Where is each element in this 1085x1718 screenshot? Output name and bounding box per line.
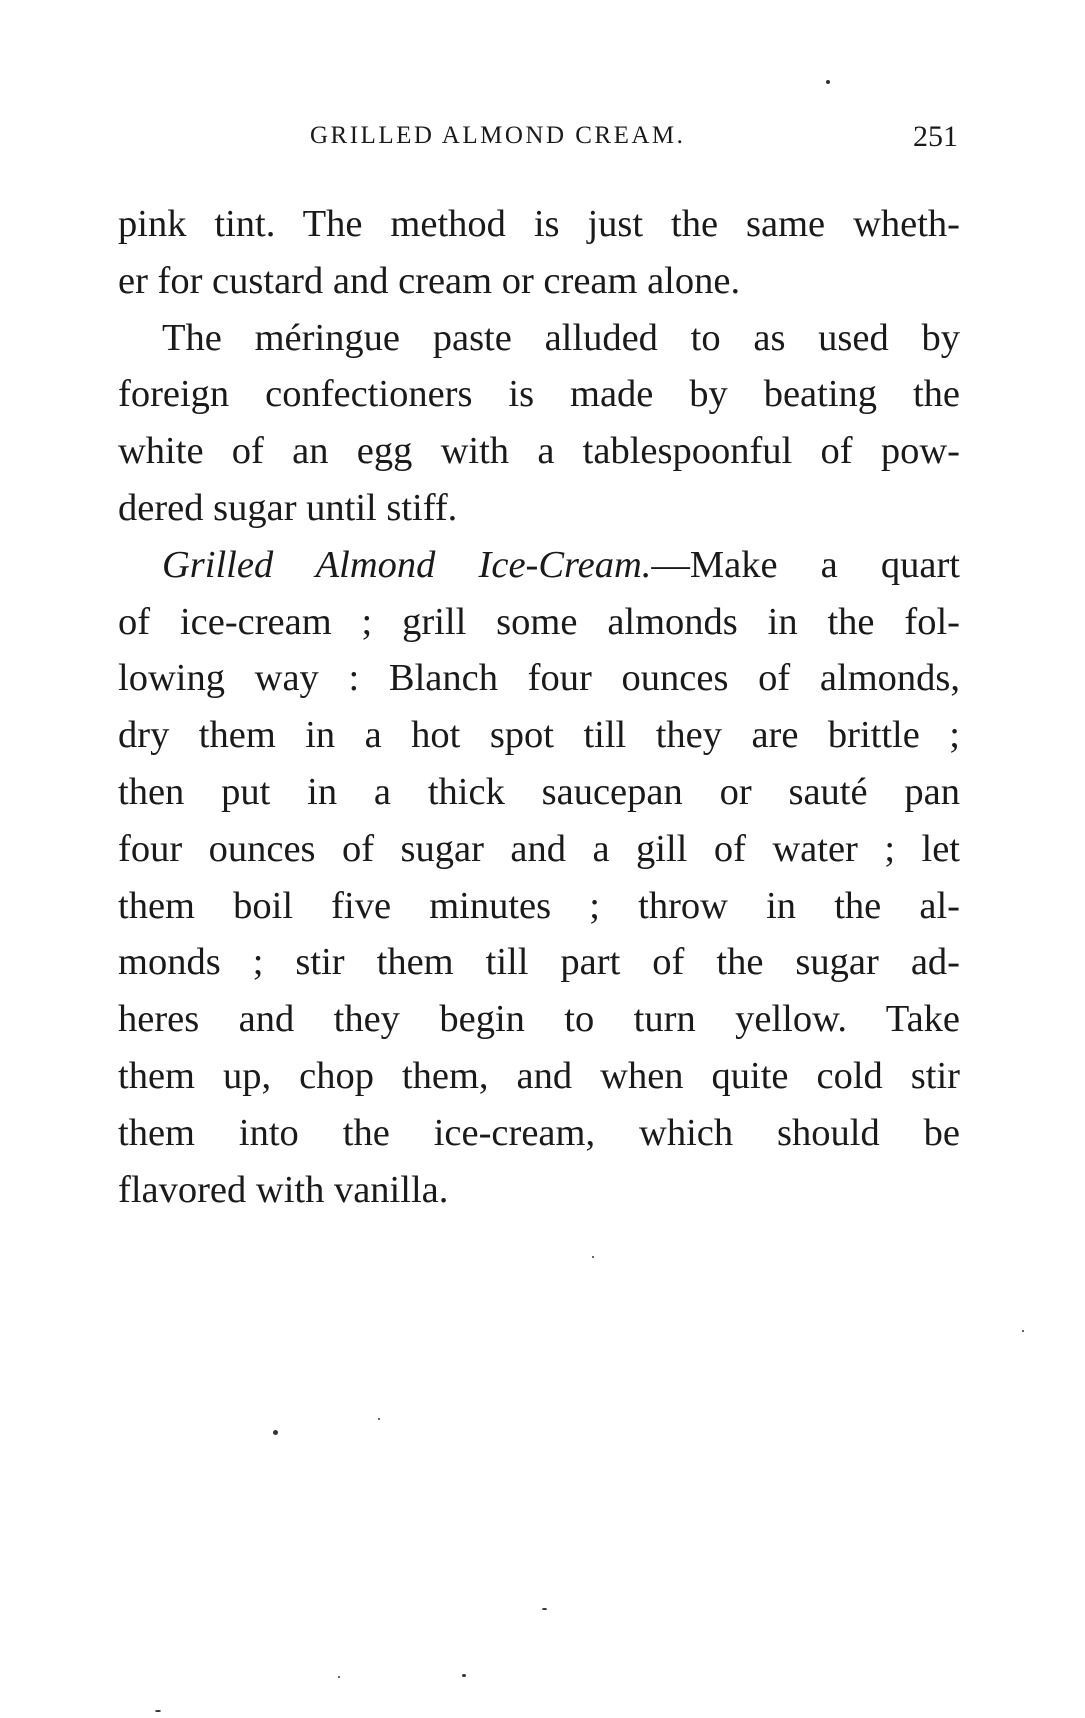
recipe-title: Grilled Almond Ice-Cream. [162, 543, 652, 586]
paragraph-1-line-1: pink tint. The method is just the same wheth- [118, 203, 960, 245]
paragraph-3-line-9: heres and they begin to turn yellow. Take [118, 998, 960, 1041]
scan-speck [338, 1676, 340, 1678]
paragraph-3-line-3: lowing way : Blanch four ounces of almonds, [118, 657, 960, 700]
paragraph-3-line-10: them up, chop them, and when quite cold stir [118, 1054, 960, 1097]
paragraph-3-line-4: dry them in a hot spot till they are brittle ; [118, 714, 960, 757]
paragraph-3-line-8: monds ; stir them till part of the sugar ad- [118, 941, 960, 984]
scan-speck [592, 1256, 594, 1258]
paragraph-3-line-7: them boil five minutes ; throw in the al- [118, 884, 960, 927]
recipe-intro: —Make a quart [651, 543, 960, 586]
paragraph-3-line-2: of ice-cream ; grill some almonds in the fol- [118, 600, 960, 643]
scan-speck [378, 1418, 380, 1420]
paragraph-3-line-5: then put in a thick saucepan or sauté pan [118, 770, 960, 813]
scan-speck [1022, 1330, 1024, 1332]
paragraph-3-line-1 [118, 537, 960, 594]
paragraph-2-line-3: white of an egg with a tablespoonful of pow- [118, 430, 960, 473]
paragraph-2-line-1: The méringue paste alluded to as used by [162, 316, 960, 359]
paragraph-2-line-2: foreign confectioners is made by beating the [118, 373, 960, 416]
paragraph-1-line-2: er for custard and cream or cream alone. [118, 259, 741, 302]
scan-speck [462, 1674, 466, 1677]
scan-speck [542, 1608, 547, 1610]
scan-speck [273, 1430, 278, 1435]
scan-speck [155, 1710, 161, 1712]
paragraph-2-line-4: dered sugar until stiff. [118, 486, 458, 529]
running-head [118, 122, 958, 162]
body-text [118, 196, 960, 1218]
page-number: 251 [913, 120, 958, 153]
paragraph-3-line-12: flavored with vanilla. [118, 1168, 449, 1211]
running-title: GRILLED ALMOND CREAM. [310, 122, 686, 149]
paragraph-3-line-6: four ounces of sugar and a gill of water ; let [118, 827, 960, 870]
scan-speck [826, 80, 830, 84]
paragraph-3-line-11: them into the ice-cream, which should be [118, 1111, 960, 1154]
